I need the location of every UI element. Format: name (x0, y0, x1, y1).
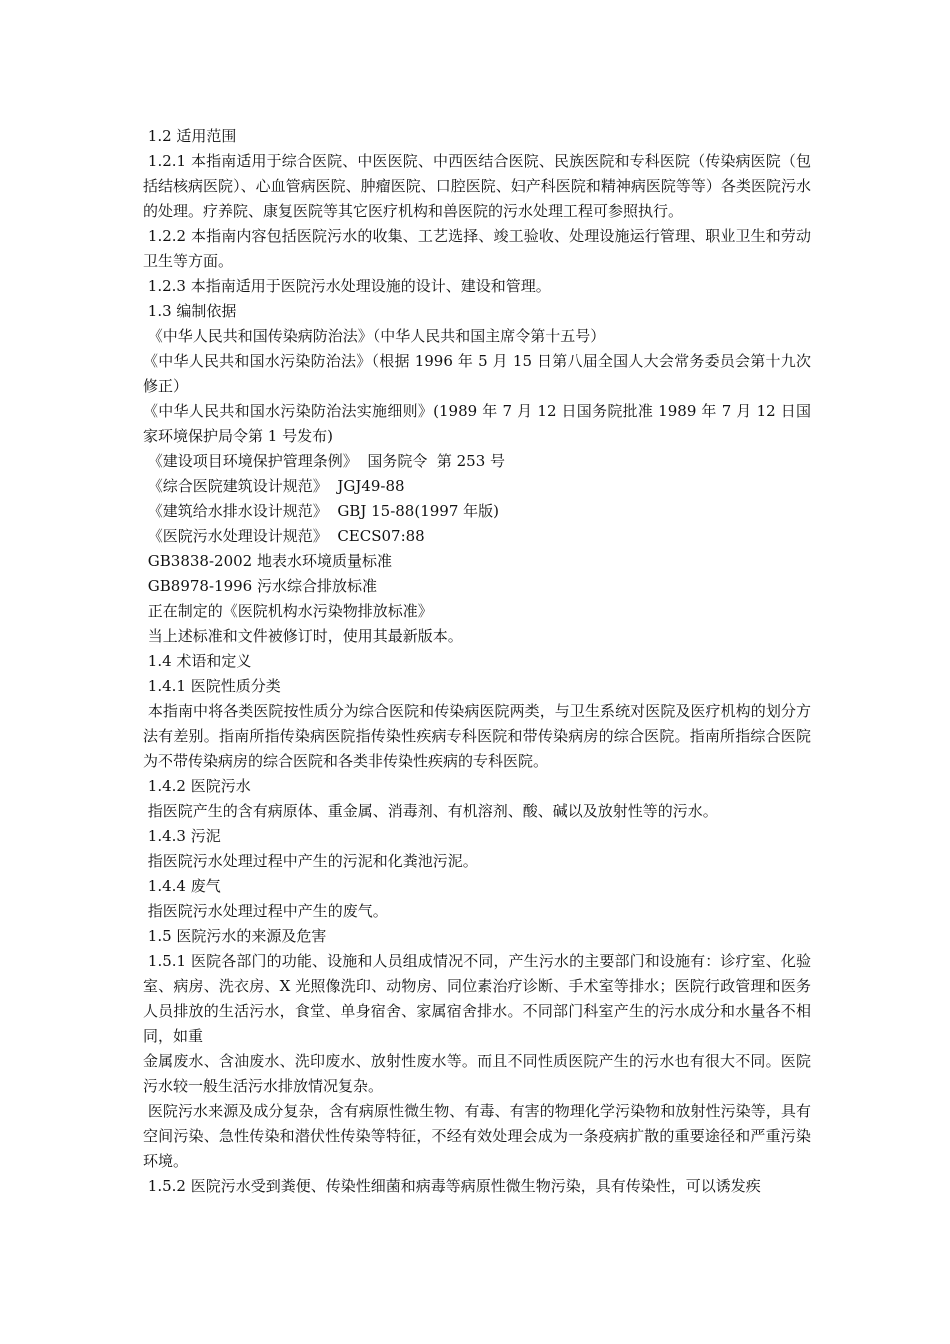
heading-1-4: 1.4 术语和定义 (143, 652, 252, 670)
reference-item: 《综合医院建筑设计规范》 JGJ49-88 (143, 477, 405, 495)
paragraph-wastewater-sources: 医院污水来源及成分复杂，含有病原性微生物、有毒、有害的物理化学污染物和放射性污染等，具有空间污染、急性传染和潜伏性传染等特征，不经有效处理会成为一条疫病扩散的重要途径和严重污染环境。 (143, 1102, 811, 1170)
paragraph-1-2-1: 1.2.1 本指南适用于综合医院、中医医院、中西医结合医院、民族医院和专科医院（传染病医院（包括结核病医院）、心血管病医院、肿瘤医院、口腔医院、妇产科医院和精神病医院等等）各类医院污水的处理。疗养院、康复医院等其它医疗机构和兽医院的污水处理工程可参照执行。 (143, 152, 811, 220)
paragraph-sludge-definition: 指医院污水处理过程中产生的污泥和化粪池污泥。 (143, 852, 478, 870)
heading-1-4-2: 1.4.2 医院污水 (143, 777, 251, 795)
paragraph-hospital-wastewater-definition: 指医院产生的含有病原体、重金属、消毒剂、有机溶剂、酸、碱以及放射性等的污水。 (143, 802, 718, 820)
heading-1-4-1: 1.4.1 医院性质分类 (143, 677, 281, 695)
paragraph-1-2-3: 1.2.3 本指南适用于医院污水处理设施的设计、建设和管理。 (143, 277, 551, 295)
reference-item: 《中华人民共和国水污染防治法实施细则》(1989 年 7 月 12 日国务院批准 1989 年 7 月 12 日国家环境保护局令第 1 号发布) (143, 402, 811, 445)
paragraph-waste-gas-definition: 指医院污水处理过程中产生的废气。 (143, 902, 388, 920)
heading-1-2: 1.2 适用范围 (143, 127, 237, 145)
reference-item: 正在制定的《医院机构水污染物排放标准》 (143, 602, 433, 620)
paragraph-1-5-1-continued: 金属废水、含油废水、洗印废水、放射性废水等。而且不同性质医院产生的污水也有很大不同。医院污水较一般生活污水排放情况复杂。 (143, 1052, 811, 1095)
heading-1-3: 1.3 编制依据 (143, 302, 237, 320)
paragraph-1-5-2: 1.5.2 医院污水受到粪便、传染性细菌和病毒等病原性微生物污染，具有传染性，可以诱发疾 (143, 1177, 761, 1195)
reference-item: 《建筑给水排水设计规范》 GBJ 15-88(1997 年版) (143, 502, 499, 520)
document-body (143, 124, 811, 1199)
paragraph-1-5-1: 1.5.1 医院各部门的功能、设施和人员组成情况不同，产生污水的主要部门和设施有：诊疗室、化验室、病房、洗衣房、X 光照像洗印、动物房、同位素治疗诊断、手术室等排水；医院行政管理和医务人员排放的生活污水，食堂、单身宿舍、家属宿舍排水。不同部门科室产生的污水成分和水量各不相同，如重 (143, 952, 811, 1045)
reference-item: 《建设项目环境保护管理条例》 国务院令 第 253 号 (143, 452, 506, 470)
reference-item: 《医院污水处理设计规范》 CECS07:88 (143, 527, 425, 545)
heading-1-4-4: 1.4.4 废气 (143, 877, 221, 895)
heading-1-5: 1.5 医院污水的来源及危害 (143, 927, 327, 945)
reference-note: 当上述标准和文件被修订时，使用其最新版本。 (143, 627, 463, 645)
reference-item: GB8978-1996 污水综合排放标准 (143, 577, 377, 595)
paragraph-1-2-2: 1.2.2 本指南内容包括医院污水的收集、工艺选择、竣工验收、处理设施运行管理、职业卫生和劳动卫生等方面。 (143, 227, 811, 270)
reference-item: 《中华人民共和国传染病防治法》（中华人民共和国主席令第十五号） (143, 327, 606, 345)
reference-item: 《中华人民共和国水污染防治法》（根据 1996 年 5 月 15 日第八届全国人大会常务委员会第十九次修正） (143, 352, 811, 395)
reference-item: GB3838-2002 地表水环境质量标准 (143, 552, 392, 570)
heading-1-4-3: 1.4.3 污泥 (143, 827, 221, 845)
paragraph-hospital-classification: 本指南中将各类医院按性质分为综合医院和传染病医院两类，与卫生系统对医院及医疗机构的划分方法有差别。指南所指传染病医院指传染性疾病专科医院和带传染病房的综合医院。指南所指综合医院为不带传染病房的综合医院和各类非传染性疾病的专科医院。 (143, 702, 811, 770)
